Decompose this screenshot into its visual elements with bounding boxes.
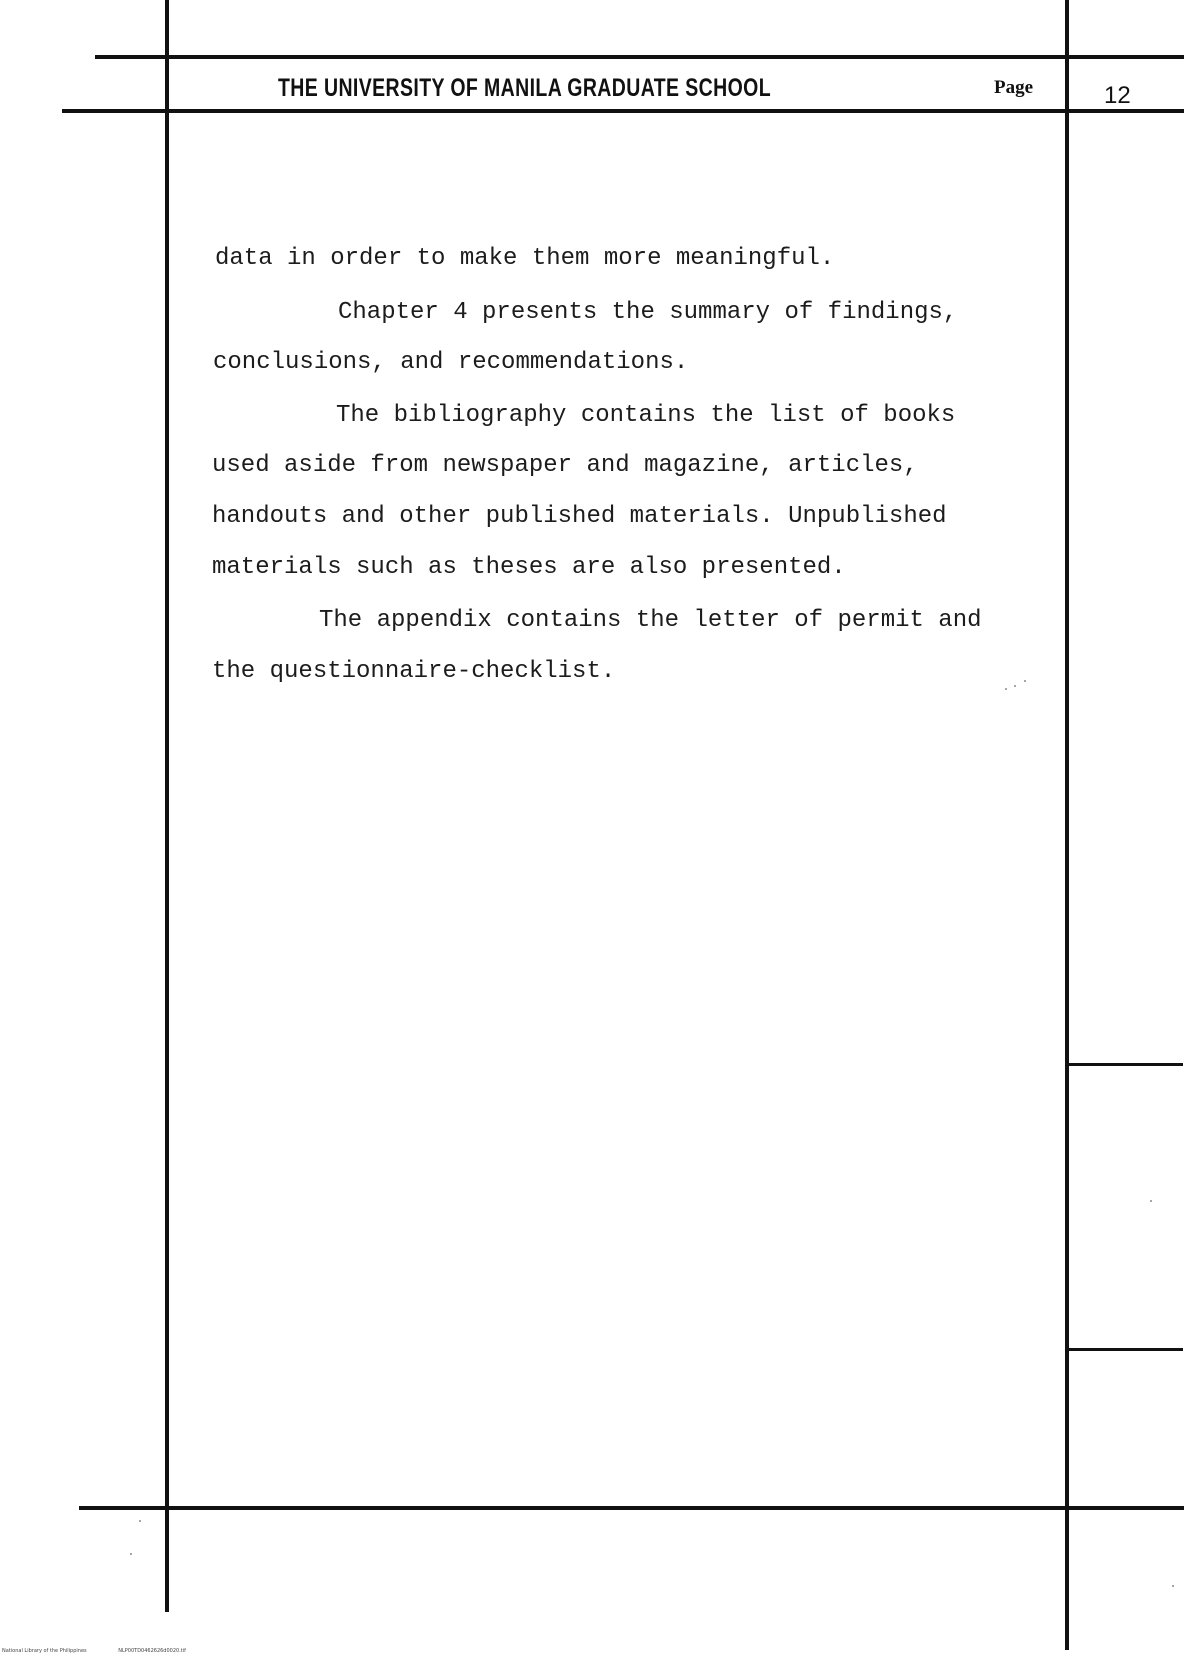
scan-speck <box>130 1553 132 1555</box>
text-line: materials such as theses are also presented. <box>212 554 846 581</box>
scan-speck <box>1014 685 1016 687</box>
scan-speck <box>1150 1200 1152 1202</box>
footer-rule <box>79 1506 1184 1510</box>
page-number: 12 <box>1104 82 1131 109</box>
institution-title: THE UNIVERSITY OF MANILA GRADUATE SCHOOL <box>278 74 772 102</box>
scan-footer-stamp <box>2 1648 216 1654</box>
text-line: used aside from newspaper and magazine, articles, <box>212 452 918 479</box>
file-id: NLP00TD0462626d0020.tif <box>118 1648 186 1654</box>
scan-speck <box>1024 680 1026 682</box>
right-column-rule-lower <box>1065 1348 1183 1351</box>
text-line: the questionnaire-checklist. <box>212 658 616 685</box>
header-bottom-rule <box>62 109 1184 113</box>
text-line: handouts and other published materials. Unpublished <box>212 503 947 530</box>
text-line: Chapter 4 presents the summary of findings, <box>338 299 958 326</box>
scan-speck <box>1172 1585 1174 1587</box>
text-line: The appendix contains the letter of permit and <box>319 607 982 634</box>
right-margin-rule <box>1065 0 1069 1650</box>
text-line: data in order to make them more meaningful. <box>215 245 835 272</box>
scan-speck <box>1005 688 1007 690</box>
right-column-rule-upper <box>1065 1063 1183 1066</box>
text-line: The bibliography contains the list of books <box>336 402 956 429</box>
header-top-rule <box>95 55 1184 59</box>
text-line: conclusions, and recommendations. <box>213 349 689 376</box>
scan-speck <box>139 1520 141 1522</box>
page-label: Page <box>994 77 1034 98</box>
left-margin-rule <box>165 0 169 1612</box>
library-name: National Library of the Philippines <box>2 1648 87 1654</box>
